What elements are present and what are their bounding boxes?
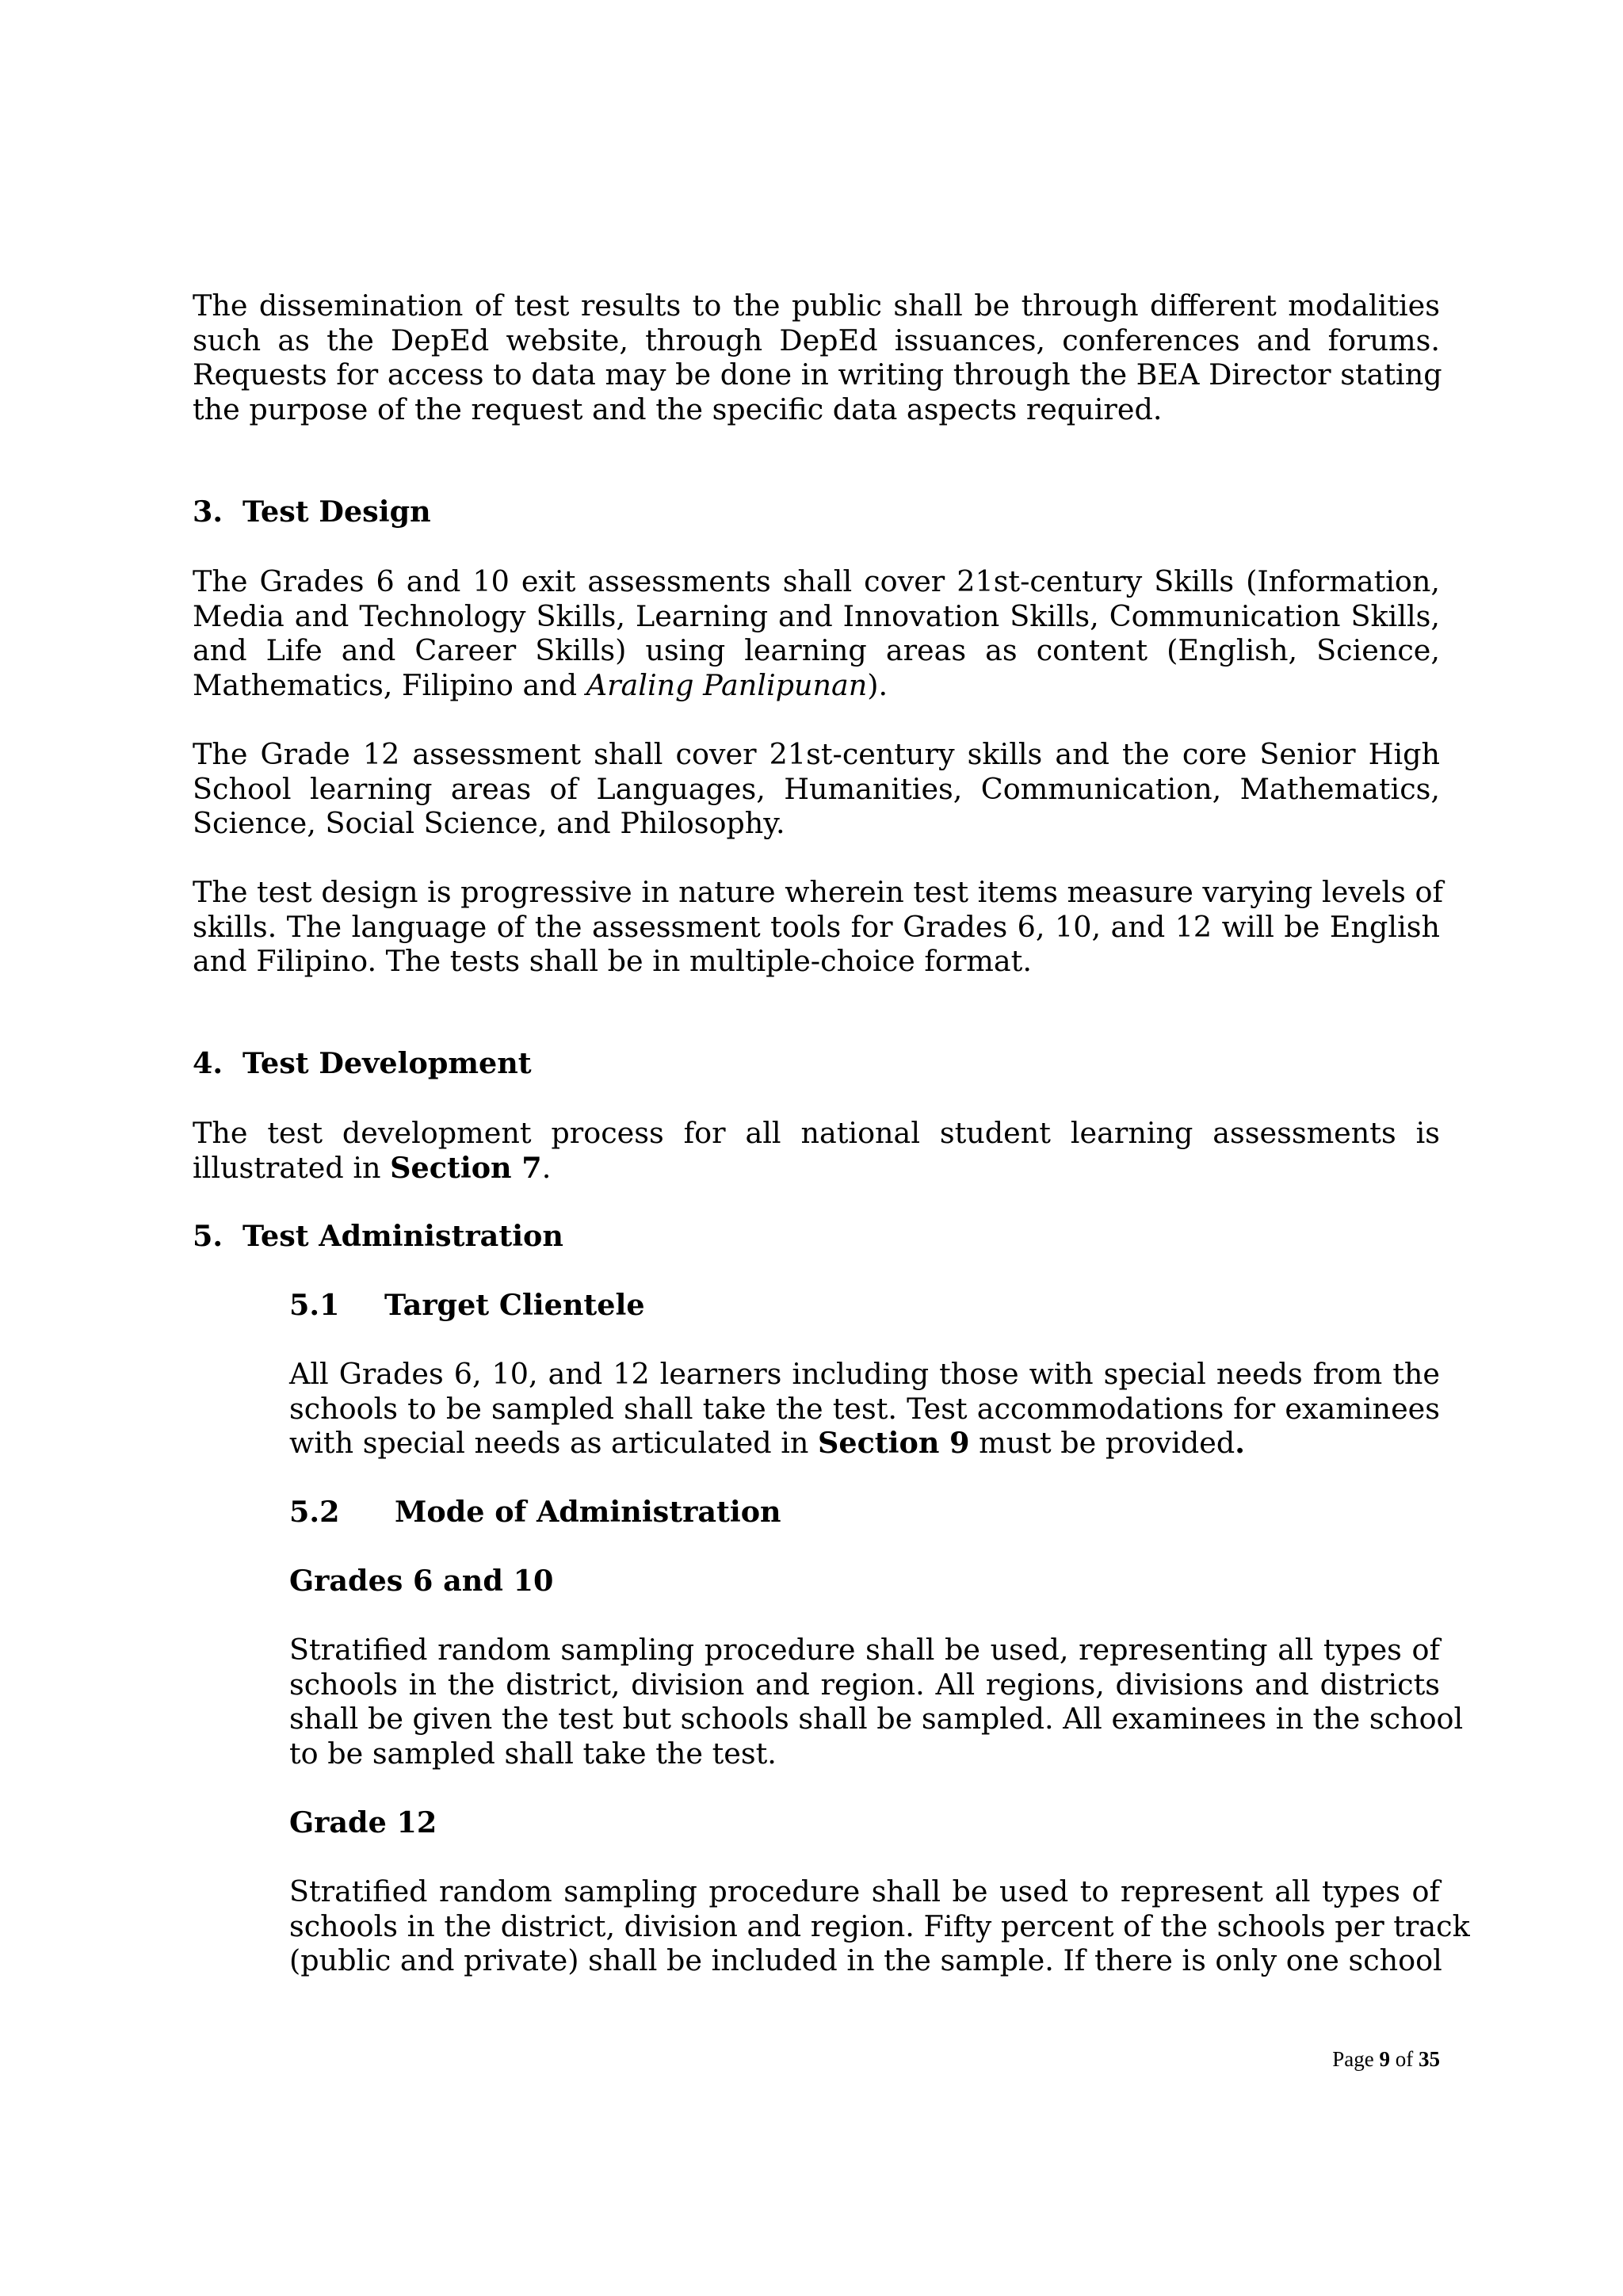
text-segment: must be provided	[969, 1426, 1235, 1460]
section-number: 3.	[193, 495, 223, 529]
text-line: School learning areas of Languages, Humanities, Communication, Mathematics,	[193, 771, 1440, 806]
text-line: such as the DepEd website, through DepEd issuances, conferences and forums.	[193, 323, 1440, 357]
subsection-5-2-heading	[289, 1495, 1440, 1530]
text-line: shall be given the test but schools shall be sampled. All examinees in the school	[289, 1702, 1464, 1736]
text-segment: .	[541, 1150, 552, 1185]
test-design-paragraph-1	[193, 564, 1440, 702]
text-line: Requests for access to data may be done in writing through the BEA Director stating	[193, 357, 1442, 392]
text-segment: ).	[867, 667, 888, 702]
text-line	[193, 668, 1440, 703]
text-line: The test development process for all national student learning assessments is	[193, 1116, 1440, 1150]
text-line: schools to be sampled shall take the test. Test accommodations for examinees	[289, 1391, 1440, 1426]
page-number: 9	[1379, 2047, 1390, 2071]
text-line: Stratified random sampling procedure shall be used, representing all types of	[289, 1633, 1440, 1667]
total-pages: 35	[1419, 2047, 1440, 2071]
subheading-title: Grades 6 and 10	[289, 1564, 554, 1598]
section-title: Test Design	[242, 495, 431, 529]
section-title: Test Administration	[242, 1219, 563, 1253]
text-line: The Grade 12 assessment shall cover 21st-century skills and the core Senior High	[193, 737, 1440, 771]
text-line: Stratified random sampling procedure shall be used to represent all types of	[289, 1874, 1440, 1908]
section-number: 4.	[193, 1046, 223, 1080]
subsection-5-1-heading	[289, 1288, 1440, 1323]
grades-6-10-paragraph	[289, 1633, 1464, 1771]
text-line: All Grades 6, 10, and 12 learners including those with special needs from the	[289, 1357, 1440, 1391]
text-line: The dissemination of test results to the public shall be through different modalities	[193, 288, 1440, 323]
text-segment: with special needs as articulated in	[289, 1426, 818, 1460]
text-line: The test design is progressive in nature wherein test items measure varying levels of	[193, 875, 1444, 909]
of-label: of	[1390, 2047, 1419, 2071]
subheading-title: Grade 12	[289, 1805, 437, 1839]
test-design-paragraph-3	[193, 875, 1444, 979]
text-line: skills. The language of the assessment tools for Grades 6, 10, and 12 will be English	[193, 909, 1440, 944]
section-reference: Section 7	[390, 1150, 542, 1185]
text-line: Media and Technology Skills, Learning and Innovation Skills, Communication Skills,	[193, 598, 1440, 633]
subsection-title: Target Clientele	[384, 1288, 645, 1322]
text-line: the purpose of the request and the specific data aspects required.	[193, 392, 1163, 426]
text-line: and Filipino. The tests shall be in multiple-choice format.	[193, 944, 1032, 978]
section-4-heading	[193, 1046, 1440, 1081]
grade-12-paragraph	[289, 1874, 1470, 1978]
test-development-paragraph	[193, 1116, 1440, 1185]
text-line: schools in the district, division and region. All regions, divisions and districts	[289, 1667, 1440, 1702]
text-segment: Mathematics, Filipino and	[193, 667, 586, 702]
test-design-paragraph-2	[193, 737, 1440, 841]
grades-6-10-heading	[289, 1564, 1440, 1599]
subsection-title: Mode of Administration	[395, 1495, 781, 1529]
section-3-heading	[193, 495, 1440, 529]
italic-term: Araling Panlipunan	[586, 667, 868, 702]
text-line	[193, 1151, 1440, 1186]
grade-12-heading	[289, 1805, 1440, 1840]
text-segment: illustrated in	[193, 1150, 391, 1185]
section-reference: Section 9	[818, 1426, 970, 1460]
page-label: Page	[1332, 2047, 1380, 2071]
page-footer	[1189, 2046, 1440, 2072]
subsection-number: 5.1	[289, 1288, 340, 1322]
section-5-heading	[193, 1219, 1440, 1254]
text-line	[289, 1426, 1440, 1461]
section-number: 5.	[193, 1219, 223, 1253]
section-title: Test Development	[242, 1046, 532, 1080]
text-segment: .	[1235, 1426, 1245, 1460]
text-line: The Grades 6 and 10 exit assessments shall cover 21st-century Skills (Information,	[193, 564, 1440, 598]
subsection-number: 5.2	[289, 1495, 340, 1529]
intro-paragraph	[193, 288, 1440, 426]
text-line: (public and private) shall be included in the sample. If there is only one school	[289, 1943, 1442, 1977]
target-clientele-paragraph	[289, 1357, 1440, 1461]
text-line: schools in the district, division and region. Fifty percent of the schools per track	[289, 1908, 1470, 1943]
text-line: Science, Social Science, and Philosophy.	[193, 806, 785, 840]
text-line: and Life and Career Skills) using learning areas as content (English, Science,	[193, 633, 1440, 667]
text-line: to be sampled shall take the test.	[289, 1736, 777, 1771]
